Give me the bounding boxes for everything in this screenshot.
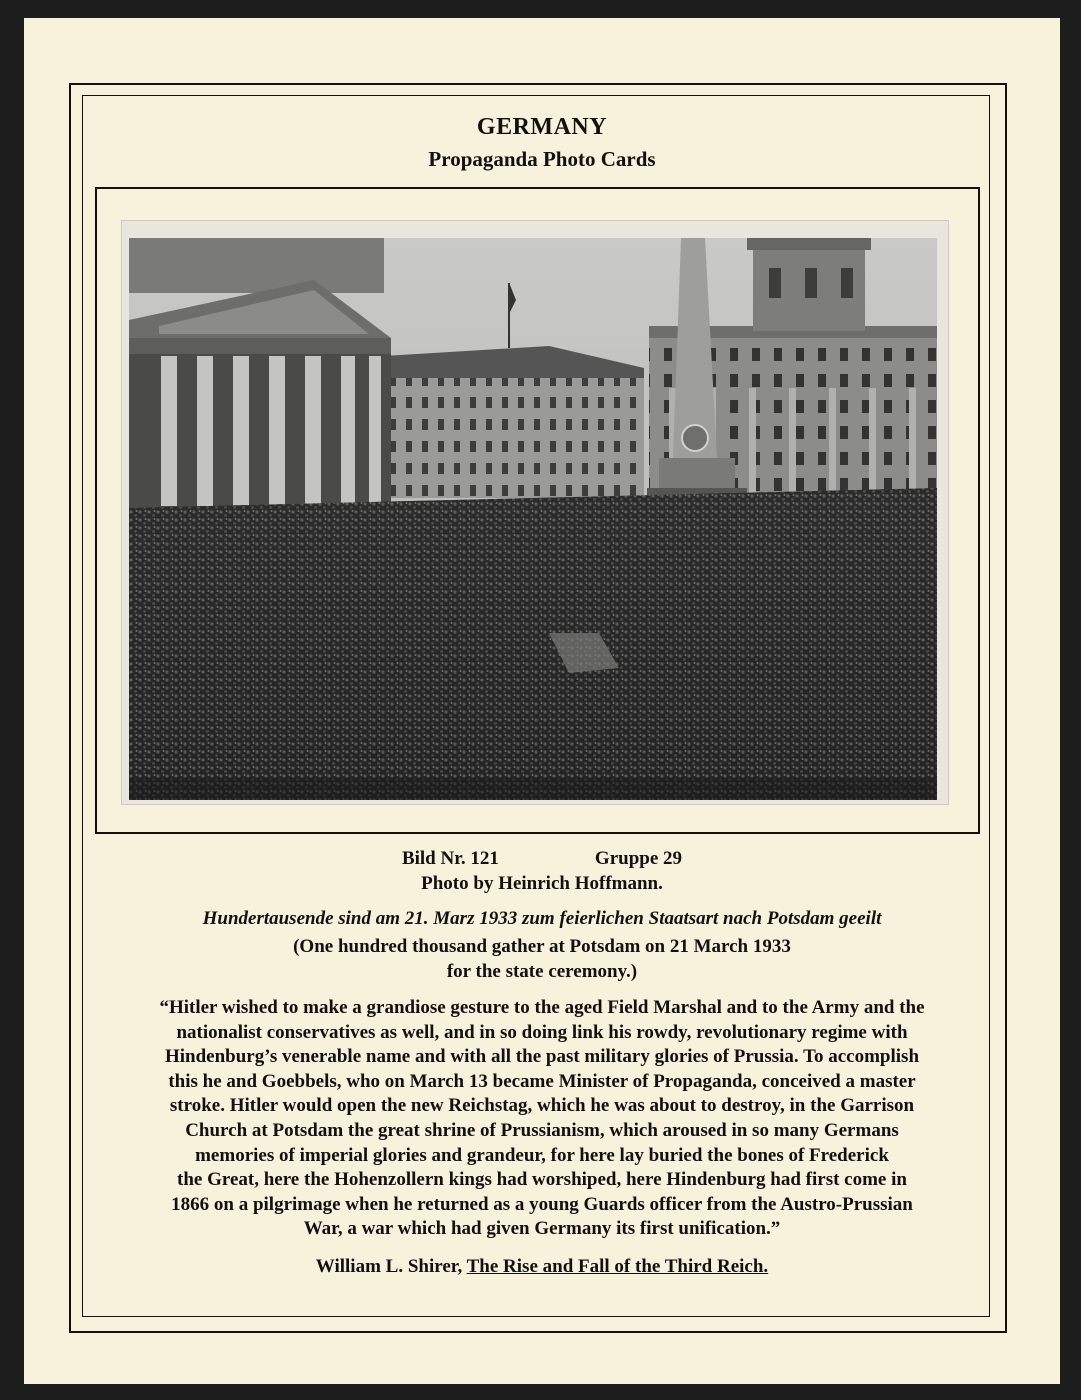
quote-attribution (24, 1256, 1060, 1278)
card-number-line (24, 848, 1060, 870)
shirer-quote (104, 996, 980, 1242)
quote-line: the Great, here the Hohenzollern kings had worshiped, here Hindenburg had first come in (177, 1169, 907, 1191)
crowd-at-potsdam-photo (129, 238, 937, 800)
quote-line: 1866 on a pilgrimage when he returned as a young Guards officer from the Austro-Prussian (171, 1193, 913, 1215)
quote-line: War, a war which had given Germany its first unification.” (303, 1218, 781, 1240)
photo-card (122, 221, 948, 804)
author-name: William L. Shirer, (315, 1256, 463, 1277)
translation-line: (One hundred thousand gather at Potsdam on 21 March 1933 (293, 936, 791, 957)
book-title: The Rise and Fall of the Third Reich. (466, 1256, 769, 1277)
quote-line: stroke. Hitler would open the new Reichstag, which he was about to destroy, in the Garrison (169, 1095, 915, 1117)
german-caption: Hundertausende sind am 21. Marz 1933 zum feierlichen Staatsart nach Potsdam geeilt (202, 908, 882, 929)
page-subtitle: Propaganda Photo Cards (428, 147, 656, 171)
album-page (24, 18, 1060, 1384)
gruppe-number: Gruppe 29 (594, 848, 683, 869)
quote-line: Hindenburg’s venerable name and with all the past military glories of Prussia. To accomplish (164, 1046, 920, 1068)
english-translation (24, 934, 1060, 984)
quote-line: this he and Goebbels, who on March 13 became Minister of Propaganda, conceived a master (168, 1070, 916, 1092)
quote-line: “Hitler wished to make a grandiose gesture to the aged Field Marshal and to the Army and the (159, 997, 925, 1018)
photographer-credit: Photo by Heinrich Hoffmann. (421, 873, 663, 894)
bild-number: Bild Nr. 121 (401, 848, 499, 869)
quote-line: Church at Potsdam the great shrine of Prussianism, which aroused in so many Germans (185, 1119, 899, 1141)
quote-line: memories of imperial glories and grandeur, for here lay buried the bones of Frederick (195, 1144, 889, 1166)
page-title: GERMANY (476, 114, 608, 140)
translation-line: for the state ceremony.) (446, 961, 638, 982)
quote-line: nationalist conservatives as well, and in so doing link his rowdy, revolutionary regime with (176, 1021, 908, 1043)
